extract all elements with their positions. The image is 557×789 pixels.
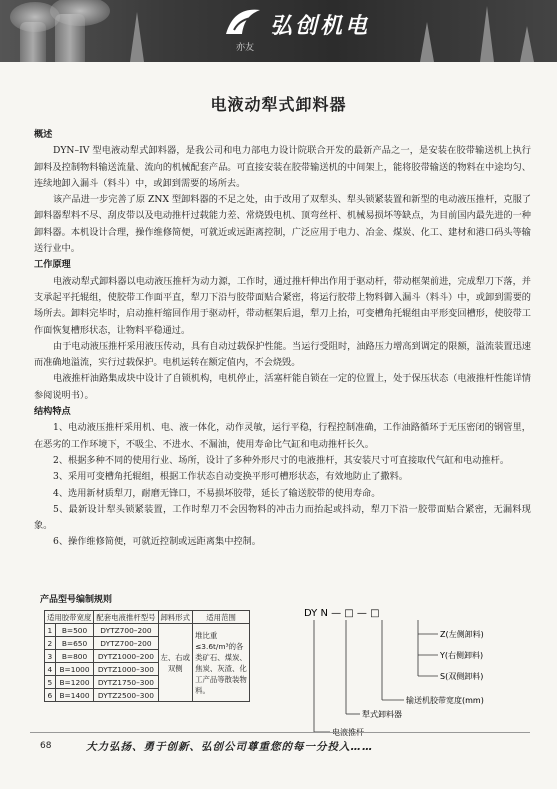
footer-slogan: 大力弘扬、勇于创新、弘创公司尊重您的每一分投入…… bbox=[86, 741, 374, 753]
diagram-label: Y(右侧卸料) bbox=[440, 651, 484, 660]
feature-item: 2、根据多种不同的使用行业、场所，设计了多种外形尺寸的电液推杆，其安装尺寸可直接取代气缸和电动推杆。 bbox=[53, 454, 510, 466]
power-pylon-image bbox=[130, 12, 144, 62]
table-cell: 3 bbox=[45, 650, 56, 663]
section-heading: 概述 bbox=[34, 129, 53, 140]
model-table bbox=[44, 610, 250, 702]
diagram-label: Z(左侧卸料) bbox=[440, 630, 484, 639]
footer-divider bbox=[30, 732, 530, 733]
table-cell: DYTZ700–200 bbox=[94, 637, 158, 650]
table-cell: B=500 bbox=[55, 624, 94, 637]
table-cell: 5 bbox=[45, 676, 56, 689]
page-number: 68 bbox=[40, 741, 52, 751]
header-banner bbox=[0, 0, 557, 62]
paragraph: 电液动犁式卸料器以电动液压推杆为动力源，工作时，通过推杆伸出作用于驱动杆，带动框架前进，完成犁刀下落，并支承起平托辊组，使胶带工作面平直，犁刀下沿与胶带面贴合紧密，将运行胶带上物料御入漏斗（料斗）中，或卸到需要的场所去。卸料完毕时，启动推杆缩回作用于驱动杆，带动框架后退，犁刀上抬，可变槽角托辊组由平形变回槽形，使胶带工作面恢复槽形状态，让物料平稳通过。 bbox=[34, 275, 531, 336]
main-content bbox=[34, 127, 531, 551]
paragraph: DYN–IV 型电液动犁式卸料器，是我公司和电力部电力设计院联合开发的最新产品之一，是安装在胶带输送机上执行卸料及控制物料输送流量、流向的机械配套产品。可直接安装在胶带输送机的中间架上，能将胶带输送的物料在中途均匀、连续地卸入漏斗（料斗）中，或卸到需要的场所去。 bbox=[34, 145, 531, 189]
model-code-diagram bbox=[300, 604, 540, 744]
model-code: DY N — □ — □ bbox=[304, 608, 380, 619]
power-pylon-image bbox=[520, 26, 534, 62]
table-header: 卸料形式 bbox=[158, 611, 193, 624]
paragraph: 电液推杆油路集成块中设计了自锁机构，电机停止，活塞杆能自锁在一定的位置上，处于保压状态（电液推杆性能详情参阅说明书）。 bbox=[34, 373, 531, 401]
feature-item: 6、操作维修简便，可就近控制或远距离集中控制。 bbox=[53, 536, 261, 548]
section-heading: 工作原理 bbox=[34, 259, 71, 271]
table-cell: 1 bbox=[45, 624, 56, 637]
model-rule-heading: 产品型号编制规则 bbox=[40, 595, 113, 605]
table-cell: DYTZ2500–300 bbox=[94, 689, 158, 702]
table-cell: DYTZ1750–300 bbox=[94, 676, 158, 689]
table-header-row bbox=[45, 611, 250, 624]
table-cell: 4 bbox=[45, 663, 56, 676]
table-cell: B=1400 bbox=[55, 689, 94, 702]
table-cell: 6 bbox=[45, 689, 56, 702]
diagram-label: 输送机胶带宽度(mm) bbox=[406, 696, 484, 705]
table-row bbox=[45, 624, 250, 637]
power-pylon-image bbox=[480, 6, 494, 62]
table-header: 配套电液推杆型号 bbox=[94, 611, 158, 624]
table-cell: DYTZ700–200 bbox=[94, 624, 158, 637]
table-cell: B=650 bbox=[55, 637, 94, 650]
brand-subtitle: 亦友 bbox=[236, 43, 255, 53]
section-heading: 结构特点 bbox=[34, 406, 71, 418]
paragraph: 该产品进一步完善了原 ZNX 型卸料器的不足之处，由于改用了双犁头、犁头锁紧装置和新型的电动液压推杆，克服了卸料器犁料不尽、刮皮带以及电动推杆过载能力差、常烧毁电机、顶弯丝杆、机械易损坏等缺点，为目前国内最先进的一种卸料器。本机设计合理，操作维修简便，可就近或远距离控制，广泛应用于电力、冶金、煤炭、化工、建材和港口码头等输送行业中。 bbox=[34, 194, 531, 255]
discharge-form-cell: 左、右或双侧 bbox=[158, 624, 193, 702]
feature-item: 1、电动液压推杆采用机、电、液一体化，动作灵敏，运行平稳，行程控制准确，工作油路循环于无压密闭的钢管里，在恶劣的工作环境下，不吸尘、不进水、不漏油，使用寿命比气缸和电动推杆长久。 bbox=[34, 422, 531, 450]
table-header: 适用胶带宽度 bbox=[45, 611, 94, 624]
table-cell: DYTZ1000–300 bbox=[94, 663, 158, 676]
feature-item: 5、最新设计犁头锁紧装置，工作时犁刀不会因物料的冲击力而抬起或抖动，犁刀下沿一胶带面贴合紧密，无漏料现象。 bbox=[34, 503, 531, 532]
power-pylon-image bbox=[420, 22, 434, 62]
table-cell: B=1000 bbox=[55, 663, 94, 676]
diagram-label: 犁式卸料器 bbox=[362, 710, 402, 719]
table-cell: 2 bbox=[45, 637, 56, 650]
page-title: 电液动犁式卸料器 bbox=[210, 95, 347, 114]
paragraph: 由于电动液压推杆采用液压传动，具有自动过载保护性能。当运行受阻时，油路压力增高到调定的限额，溢流装置迅速而准确地溢流，实行过载保护。电机运转在额定值内，不会烧毁。 bbox=[34, 340, 531, 369]
table-cell: DYTZ1000–200 bbox=[94, 650, 158, 663]
company-logo-icon bbox=[222, 4, 264, 40]
feature-item: 3、采用可变槽角托辊组，根据工作状态自动变换平形可槽形状态，有效地防止了撒料。 bbox=[53, 471, 408, 483]
table-cell: B=800 bbox=[55, 650, 94, 663]
table-cell: B=1200 bbox=[55, 676, 94, 689]
table-header: 适用范围 bbox=[193, 611, 250, 624]
diagram-label: S(双侧卸料) bbox=[440, 672, 484, 681]
brand-name: 弘创机电 bbox=[270, 14, 371, 39]
scope-cell: 堆比重≤3.6t/m³的各类矿石、煤炭、焦炭、灰渣、化工产品等散装物料。 bbox=[193, 624, 250, 702]
feature-item: 4、选用新材质犁刀，耐磨无锋口，不易损坏胶带，延长了输送胶带的使用寿命。 bbox=[53, 487, 381, 499]
